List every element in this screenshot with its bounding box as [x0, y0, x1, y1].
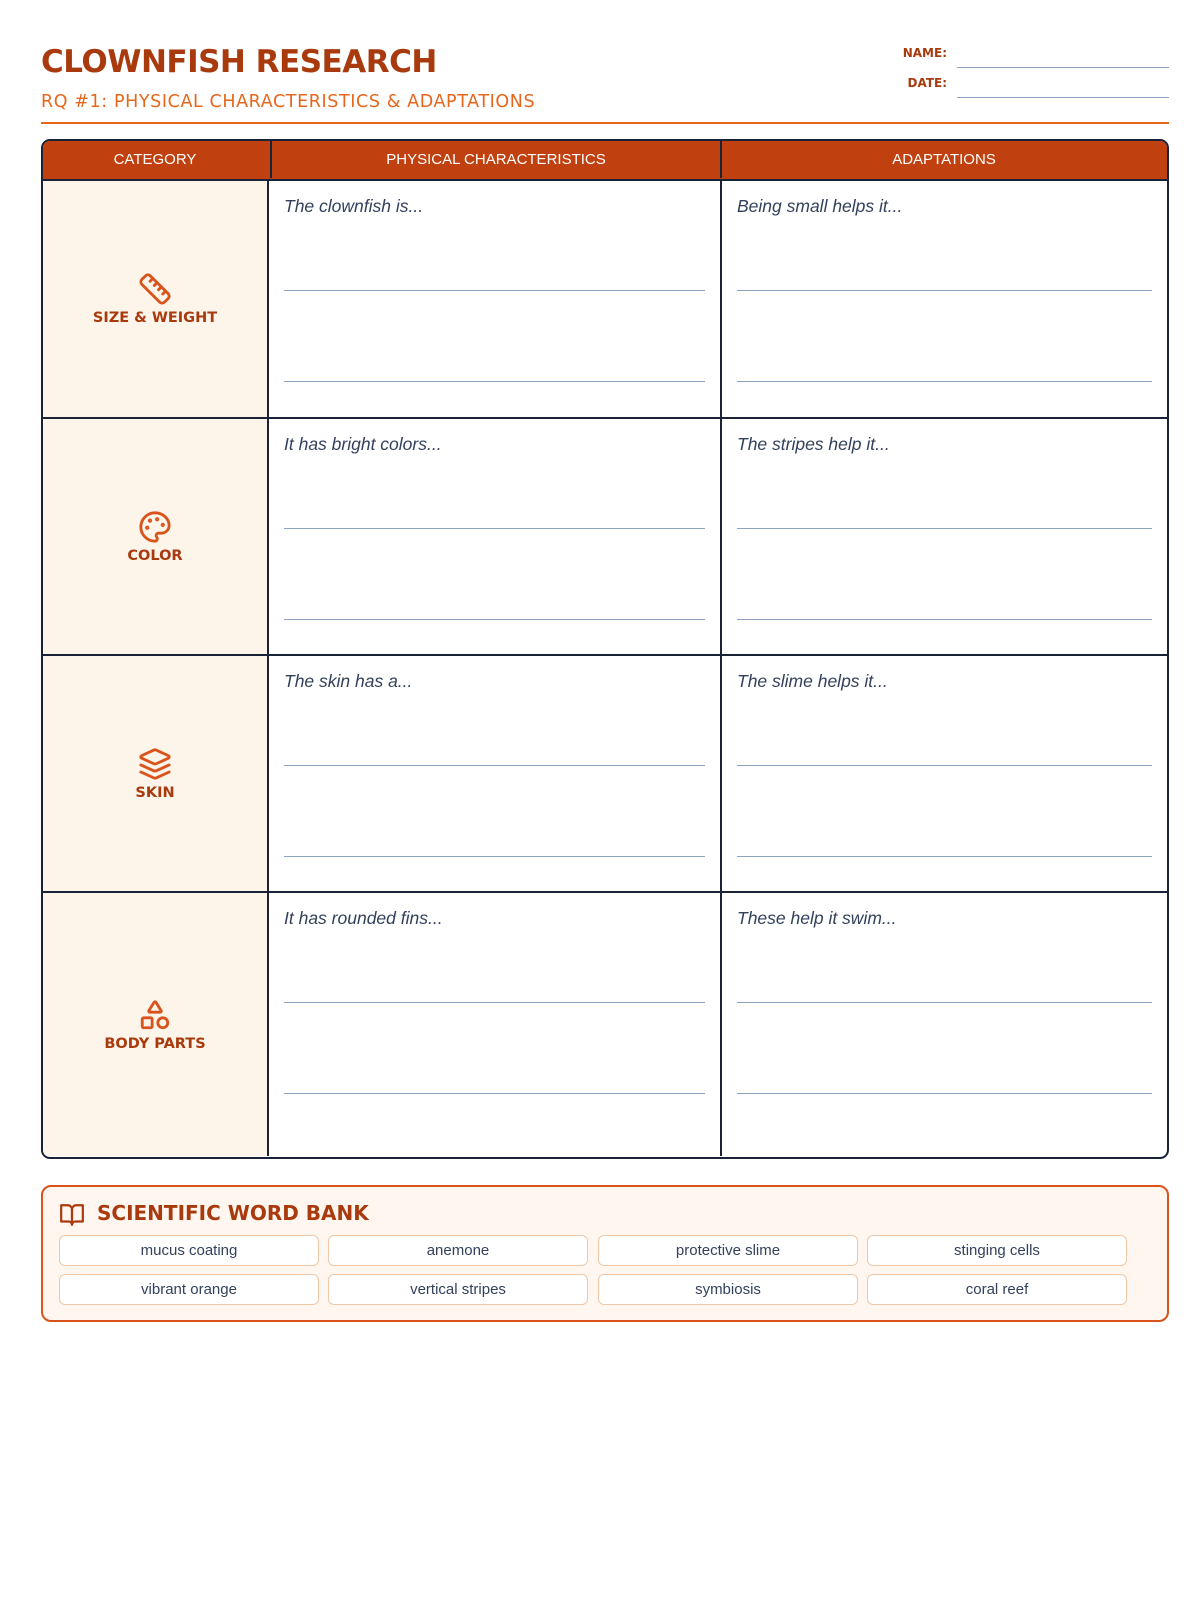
word-chip: mucus coating	[59, 1235, 319, 1266]
writing-line[interactable]	[737, 765, 1152, 766]
writing-line[interactable]	[737, 856, 1152, 857]
header-category: CATEGORY	[113, 151, 197, 168]
word-chip: anemone	[328, 1235, 588, 1266]
category-label: COLOR	[127, 547, 183, 564]
header-physical-characteristics: PHYSICAL CHARACTERISTICS	[270, 141, 720, 178]
date-field[interactable]	[891, 74, 1169, 98]
sentence-starter: Being small helps it...	[737, 196, 903, 216]
category-cell	[43, 419, 269, 654]
ruler-icon	[138, 272, 172, 306]
word-chip: symbiosis	[598, 1274, 858, 1305]
sentence-starter: These help it swim...	[737, 908, 897, 928]
category-label: SIZE & WEIGHT	[92, 310, 218, 326]
writing-line[interactable]	[284, 381, 705, 382]
category-cell	[43, 181, 269, 417]
layers-icon	[138, 747, 172, 781]
adaptations-cell[interactable]	[722, 893, 1167, 1156]
sentence-starter: It has rounded fins...	[284, 908, 443, 928]
table-row	[43, 417, 1167, 654]
book-open-icon	[59, 1202, 85, 1228]
word-chip: vibrant orange	[59, 1274, 319, 1305]
table-row	[43, 654, 1167, 891]
word-chip: vertical stripes	[328, 1274, 588, 1305]
writing-line[interactable]	[284, 528, 705, 529]
physical-characteristics-cell[interactable]	[269, 656, 722, 891]
writing-line[interactable]	[284, 1002, 705, 1003]
sentence-starter: The slime helps it...	[737, 671, 888, 691]
writing-line[interactable]	[737, 1002, 1152, 1003]
adaptations-cell[interactable]	[722, 181, 1167, 417]
physical-characteristics-cell[interactable]	[269, 419, 722, 654]
page-subtitle: RQ #1: PHYSICAL CHARACTERISTICS & ADAPTATIONS	[41, 92, 536, 112]
palette-icon	[138, 510, 172, 544]
writing-line[interactable]	[737, 290, 1152, 291]
writing-line[interactable]	[284, 1093, 705, 1094]
category-label: BODY PARTS	[104, 1035, 206, 1052]
name-field[interactable]	[891, 44, 1169, 68]
name-label: NAME:	[902, 46, 947, 60]
category-cell	[43, 893, 269, 1156]
worksheet-header	[41, 40, 1169, 124]
sentence-starter: The skin has a...	[284, 671, 413, 691]
sentence-starter: The clownfish is...	[284, 196, 424, 216]
physical-characteristics-cell[interactable]	[269, 893, 722, 1156]
writing-line[interactable]	[737, 528, 1152, 529]
name-input-line[interactable]	[957, 67, 1169, 68]
writing-line[interactable]	[284, 290, 705, 291]
table-header	[43, 141, 1167, 181]
word-bank-title: SCIENTIFIC WORD BANK	[97, 1201, 369, 1225]
word-chip: stinging cells	[867, 1235, 1127, 1266]
writing-line[interactable]	[284, 765, 705, 766]
writing-line[interactable]	[284, 856, 705, 857]
word-bank	[41, 1185, 1169, 1322]
sentence-starter: The stripes help it...	[737, 434, 890, 454]
date-input-line[interactable]	[957, 97, 1169, 98]
date-label: DATE:	[907, 76, 947, 90]
writing-line[interactable]	[284, 619, 705, 620]
table-row	[43, 181, 1167, 417]
adaptations-cell[interactable]	[722, 656, 1167, 891]
table-row	[43, 891, 1167, 1156]
header-adaptations: ADAPTATIONS	[720, 141, 1166, 178]
research-table	[41, 139, 1169, 1159]
writing-line[interactable]	[737, 381, 1152, 382]
category-label: SKIN	[135, 784, 175, 801]
shapes-icon	[138, 998, 172, 1032]
physical-characteristics-cell[interactable]	[269, 181, 722, 417]
sentence-starter: It has bright colors...	[284, 434, 442, 454]
word-chip: protective slime	[598, 1235, 858, 1266]
page-title: CLOWNFISH RESEARCH	[41, 44, 437, 80]
writing-line[interactable]	[737, 1093, 1152, 1094]
adaptations-cell[interactable]	[722, 419, 1167, 654]
word-chip: coral reef	[867, 1274, 1127, 1305]
category-cell	[43, 656, 269, 891]
writing-line[interactable]	[737, 619, 1152, 620]
